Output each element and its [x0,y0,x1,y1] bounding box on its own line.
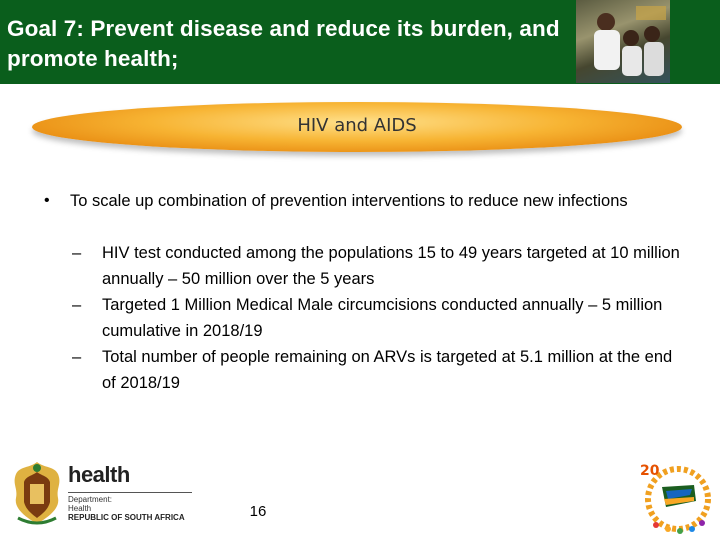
logo-dept-line3: REPUBLIC OF SOUTH AFRICA [68,513,185,522]
page-number: 16 [249,503,267,520]
sub-item-text: Targeted 1 Million Medical Male circumcisions conducted annually – 5 million cumulative in 2018/19 [102,296,663,340]
topic-banner-label: HIV and AIDS [297,115,417,136]
20-years-of-freedom-badge-icon [636,455,716,537]
photo-children-nurse-icon [576,0,670,83]
sub-item-dash: – [72,244,82,262]
svg-text:20: 20 [640,463,660,479]
slide-header [0,0,720,84]
logo-divider [68,492,192,493]
sub-item-dash: – [72,348,82,366]
logo-dept-line2: Health [68,504,92,513]
coat-of-arms-icon [10,458,64,528]
bullet-text: To scale up combination of prevention interventions to reduce new infections [70,192,628,210]
sub-item-text: HIV test conducted among the populations 15 to 49 years targeted at 10 million annually – 50 million over the 5 years [102,244,680,288]
topic-banner [32,102,682,152]
slide-title: Goal 7: Prevent disease and reduce its burden, and promote health; [7,16,560,71]
bullet-dot: • [44,192,50,209]
logo-health-word: health [68,462,130,487]
sub-item-text: Total number of people remaining on ARVs is targeted at 5.1 million at the end of 2018/19 [102,348,673,392]
sub-item-dash: – [72,296,82,314]
department-logo [10,458,210,528]
logo-dept-line1: Department: [68,495,113,504]
